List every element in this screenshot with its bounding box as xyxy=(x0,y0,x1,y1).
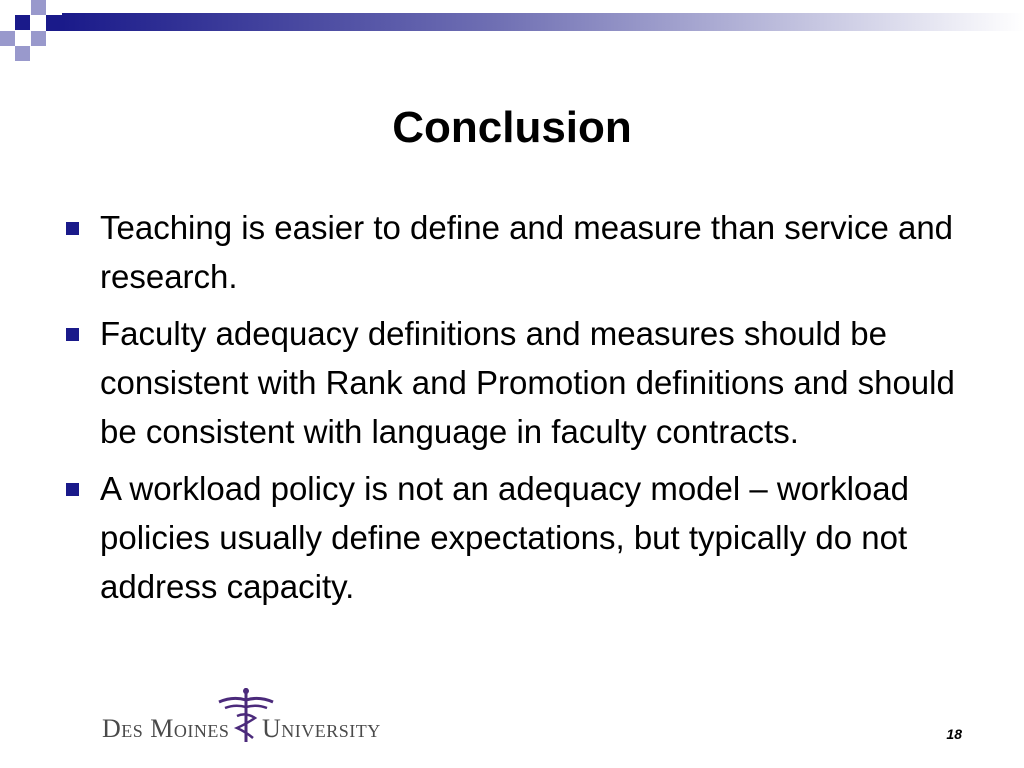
university-logo xyxy=(100,686,395,746)
square-bullet-icon xyxy=(66,328,79,341)
bullet-item xyxy=(62,464,962,611)
bullet-text: Faculty adequacy definitions and measures should be consistent with Rank and Promotion definitions and should be consistent with language in faculty contracts. xyxy=(100,315,955,450)
bullet-text: A workload policy is not an adequacy model – workload policies usually define expectations, but typically do not address capacity. xyxy=(100,470,909,605)
bullet-item xyxy=(62,309,962,456)
square-bullet-icon xyxy=(66,222,79,235)
logo-text-des-moines: Des Moines xyxy=(102,714,230,743)
slide-title: Conclusion xyxy=(392,103,632,152)
header-decoration xyxy=(0,0,1024,62)
bullet-text: Teaching is easier to define and measure than service and research. xyxy=(100,209,954,295)
bullet-item xyxy=(62,203,962,301)
square-bullet-icon xyxy=(66,483,79,496)
page-number: 18 xyxy=(946,726,962,742)
bullet-list xyxy=(62,203,962,619)
logo-text-university: University xyxy=(262,714,381,743)
